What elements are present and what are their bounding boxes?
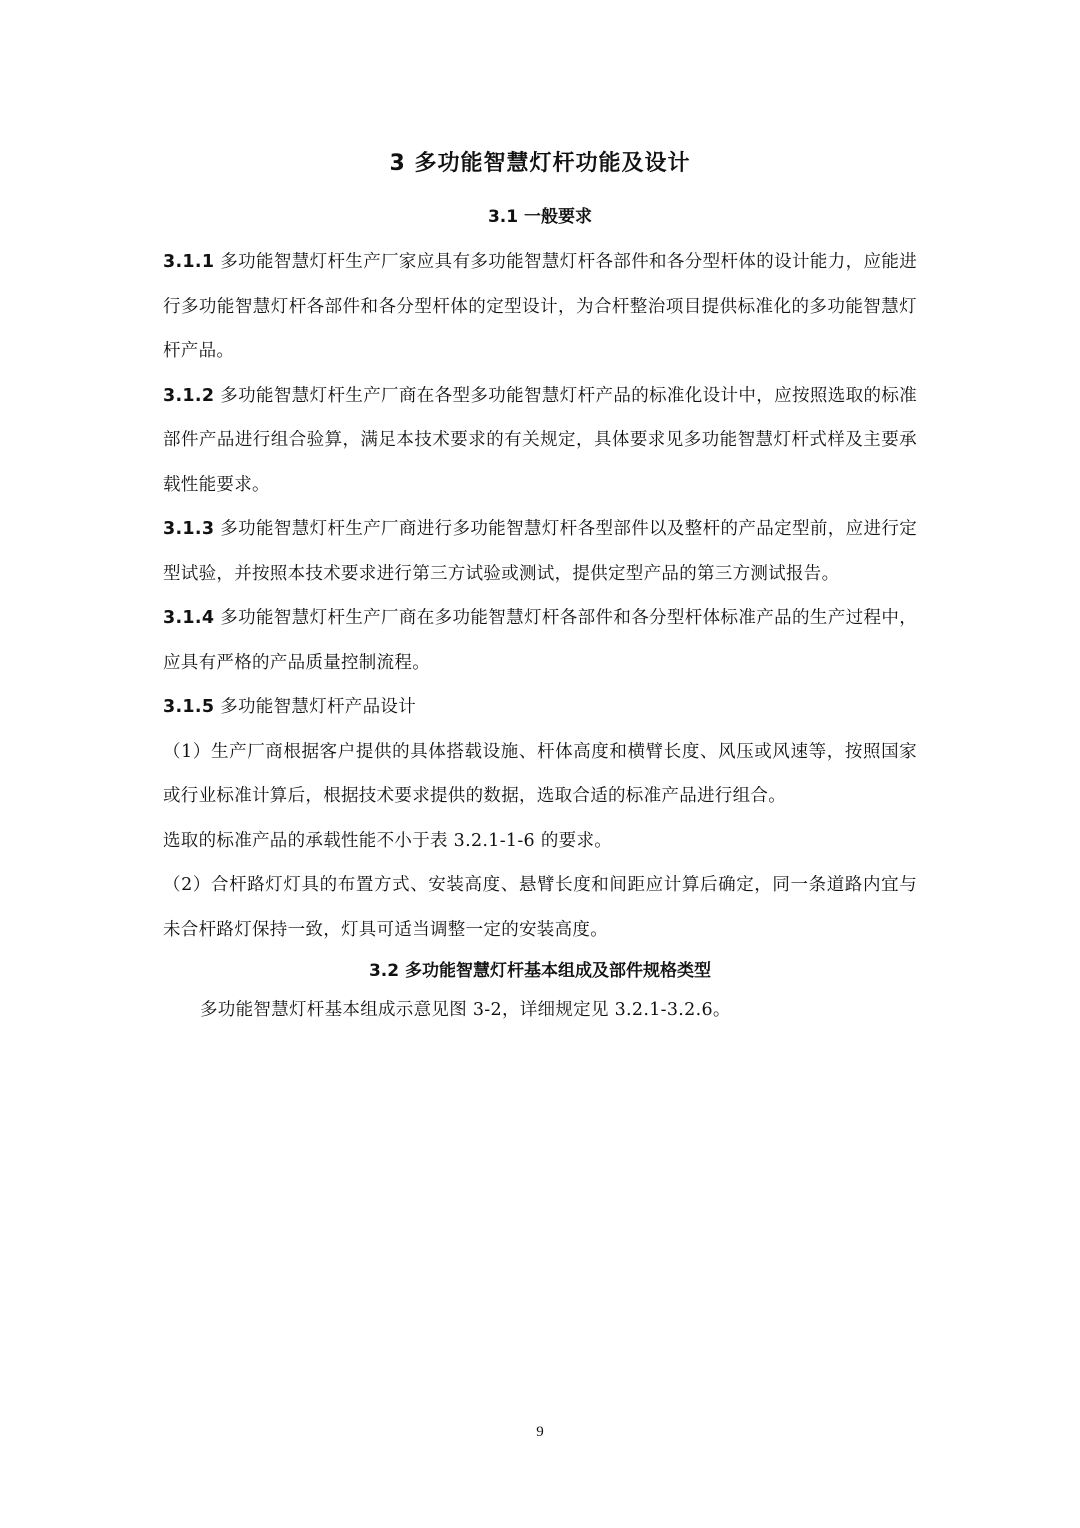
clause-number: 3.1.1: [163, 252, 215, 272]
clause-text: 多功能智慧灯杆生产厂商在各型多功能智慧灯杆产品的标准化设计中，应按照选取的标准部件产品进行组合验算，满足本技术要求的有关规定，具体要求见多功能智慧灯杆式样及主要承载性能要求。: [163, 385, 917, 495]
section-31-title: 3.1 一般要求: [487, 207, 593, 227]
clause-3-1-1: [163, 240, 917, 374]
clause-number: 3.1.5: [163, 697, 215, 717]
clause-text: 多功能智慧灯杆生产厂商在多功能智慧灯杆各部件和各分型杆体标准产品的生产过程中，应具有严格的产品质量控制流程。: [163, 608, 917, 673]
clause-number: 3.1.4: [163, 608, 215, 628]
clause-3-1-5: [163, 685, 917, 730]
item-1: （1）生产厂商根据客户提供的具体搭载设施、杆体高度和横臂长度、风压或风速等，按照国家或行业标准计算后，根据技术要求提供的数据，选取合适的标准产品进行组合。: [163, 741, 917, 806]
clause-number: 3.1.3: [163, 519, 215, 539]
page-number: 9: [536, 1424, 544, 1440]
section-32-intro: 多功能智慧灯杆基本组成示意见图 3-2，详细规定见 3.2.1-3.2.6。: [200, 1000, 731, 1020]
section-32-title: 3.2 多功能智慧灯杆基本组成及部件规格类型: [368, 961, 712, 981]
clause-3-1-4: [163, 596, 917, 685]
clause-text: 多功能智慧灯杆产品设计: [214, 697, 416, 717]
clause-number: 3.1.2: [163, 385, 215, 406]
clause-text: 多功能智慧灯杆生产厂商进行多功能智慧灯杆各型部件以及整杆的产品定型前，应进行定型试验，并按照本技术要求进行第三方试验或测试，提供定型产品的第三方测试报告。: [163, 519, 917, 584]
item-2: （2）合杆路灯灯具的布置方式、安装高度、悬臂长度和间距应计算后确定，同一条道路内宜与未合杆路灯保持一致，灯具可适当调整一定的安装高度。: [163, 875, 917, 940]
clause-3-1-3: [163, 507, 917, 596]
document-body: [163, 240, 917, 952]
chapter-title: 3 多功能智慧灯杆功能及设计: [389, 151, 691, 176]
item-note: 选取的标准产品的承载性能不小于表 3.2.1-1-6 的要求。: [163, 830, 613, 851]
clause-text: 多功能智慧灯杆生产厂家应具有多功能智慧灯杆各部件和各分型杆体的设计能力，应能进行多功能智慧灯杆各部件和各分型杆体的定型设计，为合杆整治项目提供标准化的多功能智慧灯杆产品。: [163, 252, 917, 361]
clause-3-1-2: [163, 374, 917, 508]
